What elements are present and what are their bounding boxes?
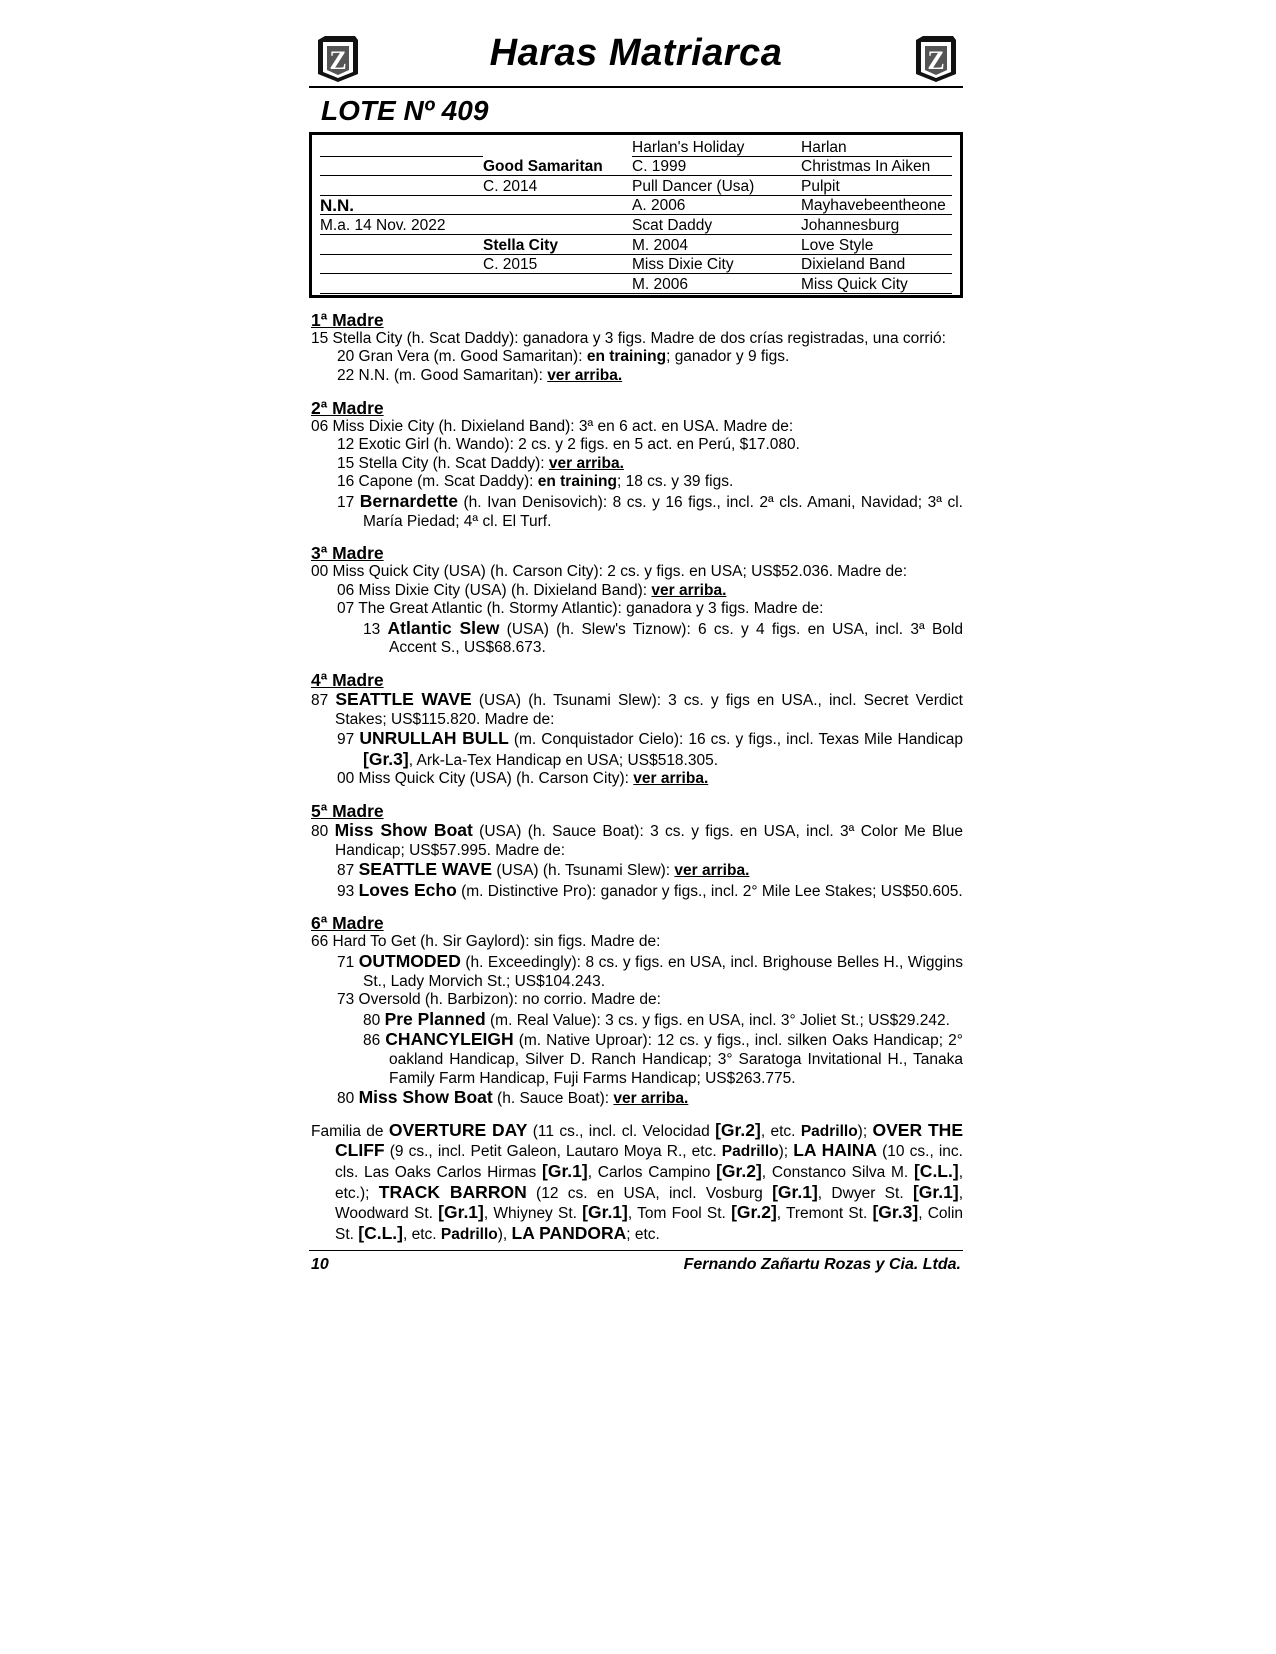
page-title: Haras Matriarca	[489, 32, 783, 74]
entry: 80 Pre Planned (m. Real Value): 3 cs. y figs. en USA, incl. 3° Joliet St.; US$29.242.	[363, 1008, 950, 1029]
foal-birth: M.a. 14 Nov. 2022	[320, 215, 483, 235]
section-heading: 1ª Madre	[311, 309, 384, 330]
pedigree-row: C. 2014 Pull Dancer (Usa) Pulpit	[320, 176, 952, 196]
entry: 07 The Great Atlantic (h. Stormy Atlantic): ganadora y 3 figs. Madre de:	[337, 600, 824, 618]
entry: 00 Miss Quick City (USA) (h. Carson City): ver arriba.	[337, 770, 709, 788]
pedigree-row: M. 2006 Miss Quick City	[320, 274, 952, 294]
pedigree-row: M.a. 14 Nov. 2022 Scat Daddy Johannesburg	[320, 215, 952, 235]
entry: 15 Stella City (h. Scat Daddy): ver arriba.	[337, 454, 624, 472]
section-heading: 2ª Madre	[311, 397, 384, 418]
section-heading: 4ª Madre	[311, 670, 384, 691]
pedigree-row: C. 2015 Miss Dixie City Dixieland Band	[320, 254, 952, 274]
page-number: 10	[311, 1256, 329, 1274]
z-logo-icon	[913, 34, 959, 84]
company-name: Fernando Zañartu Rozas y Cia. Ltda.	[683, 1256, 961, 1274]
entry: 06 Miss Dixie City (USA) (h. Dixieland Band): ver arriba.	[337, 581, 727, 599]
section-heading: 6ª Madre	[311, 913, 384, 934]
entry: 87 SEATTLE WAVE (USA) (h. Tsunami Slew): ver arriba.	[337, 859, 750, 880]
pedigree-row: N.N. A. 2006 Mayhavebeentheone	[320, 195, 952, 215]
family-summary: Familia de OVERTURE DAY (11 cs., incl. cl. Velocidad [Gr.2], etc. Padrillo); OVER THE CLIFF (9 cs., incl. Petit Galeon, Lautaro Moya R., etc. Padrillo); LA HAINA (10 cs., inc. cls. Las Oaks Carlos Hirmas [Gr.1], Carlos Campino [Gr.2], Constanco Silva M. [C.L.], etc.); TRACK BARRON (12 cs. en USA, incl. Vosburg [Gr.1], Dwyer St. [Gr.1], Woodward St. [Gr.1], Whiyney St. [Gr.1], Tom Fool St. [Gr.2], Tremont St. [Gr.3], Colin St. [C.L.], etc. Padrillo), LA PANDORA; etc.	[311, 1119, 964, 1243]
entry: 71 OUTMODED (h. Exceedingly): 8 cs. y figs. en USA, incl. Brighouse Belles H., Wiggins St., Lady Morvich St.; US$104.243.	[337, 951, 963, 990]
entry: 16 Capone (m. Scat Daddy): en training; 18 cs. y 39 figs.	[337, 473, 734, 491]
section-heading: 5ª Madre	[311, 801, 384, 822]
page-header	[309, 30, 963, 88]
lot-title: LOTE Nº 409	[321, 95, 489, 126]
pedigree-row: Harlan's Holiday Harlan	[320, 137, 952, 156]
entry: 06 Miss Dixie City (h. Dixieland Band): 3ª en 6 act. en USA. Madre de:	[311, 417, 794, 435]
page-footer	[309, 1250, 963, 1277]
entry: 15 Stella City (h. Scat Daddy): ganadora y 3 figs. Madre de dos crías registradas, una corrió:	[311, 329, 946, 347]
pedigree-box	[309, 132, 963, 298]
foal-name: N.N.	[320, 195, 483, 215]
pedigree-row: Stella City M. 2004 Love Style	[320, 234, 952, 254]
entry: 87 SEATTLE WAVE (USA) (h. Tsunami Slew): 3 cs. y figs en USA., incl. Secret Verdict Stakes; US$115.820. Madre de:	[311, 689, 963, 728]
entry: 97 UNRULLAH BULL (m. Conquistador Cielo): 16 cs. y figs., incl. Texas Mile Handicap [Gr.3], Ark-La-Tex Handicap en USA; US$518.305.	[337, 728, 963, 769]
entry: 86 CHANCYLEIGH (m. Native Uproar): 12 cs. y figs., incl. silken Oaks Handicap; 2° oakland Handicap, Silver D. Ranch Handicap; 3° Saratoga Invitational H., Tanaka Family Farm Handicap, Fuji Farms Handicap; US$263.775.	[363, 1029, 963, 1087]
entry: 22 N.N. (m. Good Samaritan): ver arriba.	[337, 366, 623, 384]
entry: 00 Miss Quick City (USA) (h. Carson City): 2 cs. y figs. en USA; US$52.036. Madre de:	[311, 563, 908, 581]
svg-text:Z: Z	[927, 46, 945, 75]
page	[309, 30, 963, 1277]
entry: 12 Exotic Girl (h. Wando): 2 cs. y 2 figs. en 5 act. en Perú, $17.080.	[337, 436, 800, 454]
entry: 93 Loves Echo (m. Distinctive Pro): ganador y figs., incl. 2° Mile Lee Stakes; US$50.605.	[337, 879, 963, 900]
entry: 80 Miss Show Boat (USA) (h. Sauce Boat): 3 cs. y figs. en USA, incl. 3ª Color Me Blue Handicap; US$57.995. Madre de:	[311, 820, 963, 859]
svg-text:Z: Z	[329, 46, 347, 75]
entry: 13 Atlantic Slew (USA) (h. Slew's Tiznow): 6 cs. y 4 figs. en USA, incl. 3ª Bold Accent S., US$68.673.	[363, 617, 963, 657]
pedigree-row: Good Samaritan C. 1999 Christmas In Aiken	[320, 156, 952, 176]
entry: 66 Hard To Get (h. Sir Gaylord): sin figs. Madre de:	[311, 933, 661, 951]
entry: 80 Miss Show Boat (h. Sauce Boat): ver arriba.	[337, 1087, 689, 1108]
entry: 73 Oversold (h. Barbizon): no corrio. Madre de:	[337, 991, 661, 1009]
family-text	[309, 310, 963, 1245]
entry: 17 Bernardette (h. Ivan Denisovich): 8 cs. y 16 figs., incl. 2ª cls. Amani, Navidad; 3ª cl. María Piedad; 4ª cl. El Turf.	[337, 490, 963, 530]
pedigree-table	[320, 137, 952, 294]
entry: 20 Gran Vera (m. Good Samaritan): en training; ganador y 9 figs.	[337, 348, 790, 366]
section-heading: 3ª Madre	[311, 543, 384, 564]
